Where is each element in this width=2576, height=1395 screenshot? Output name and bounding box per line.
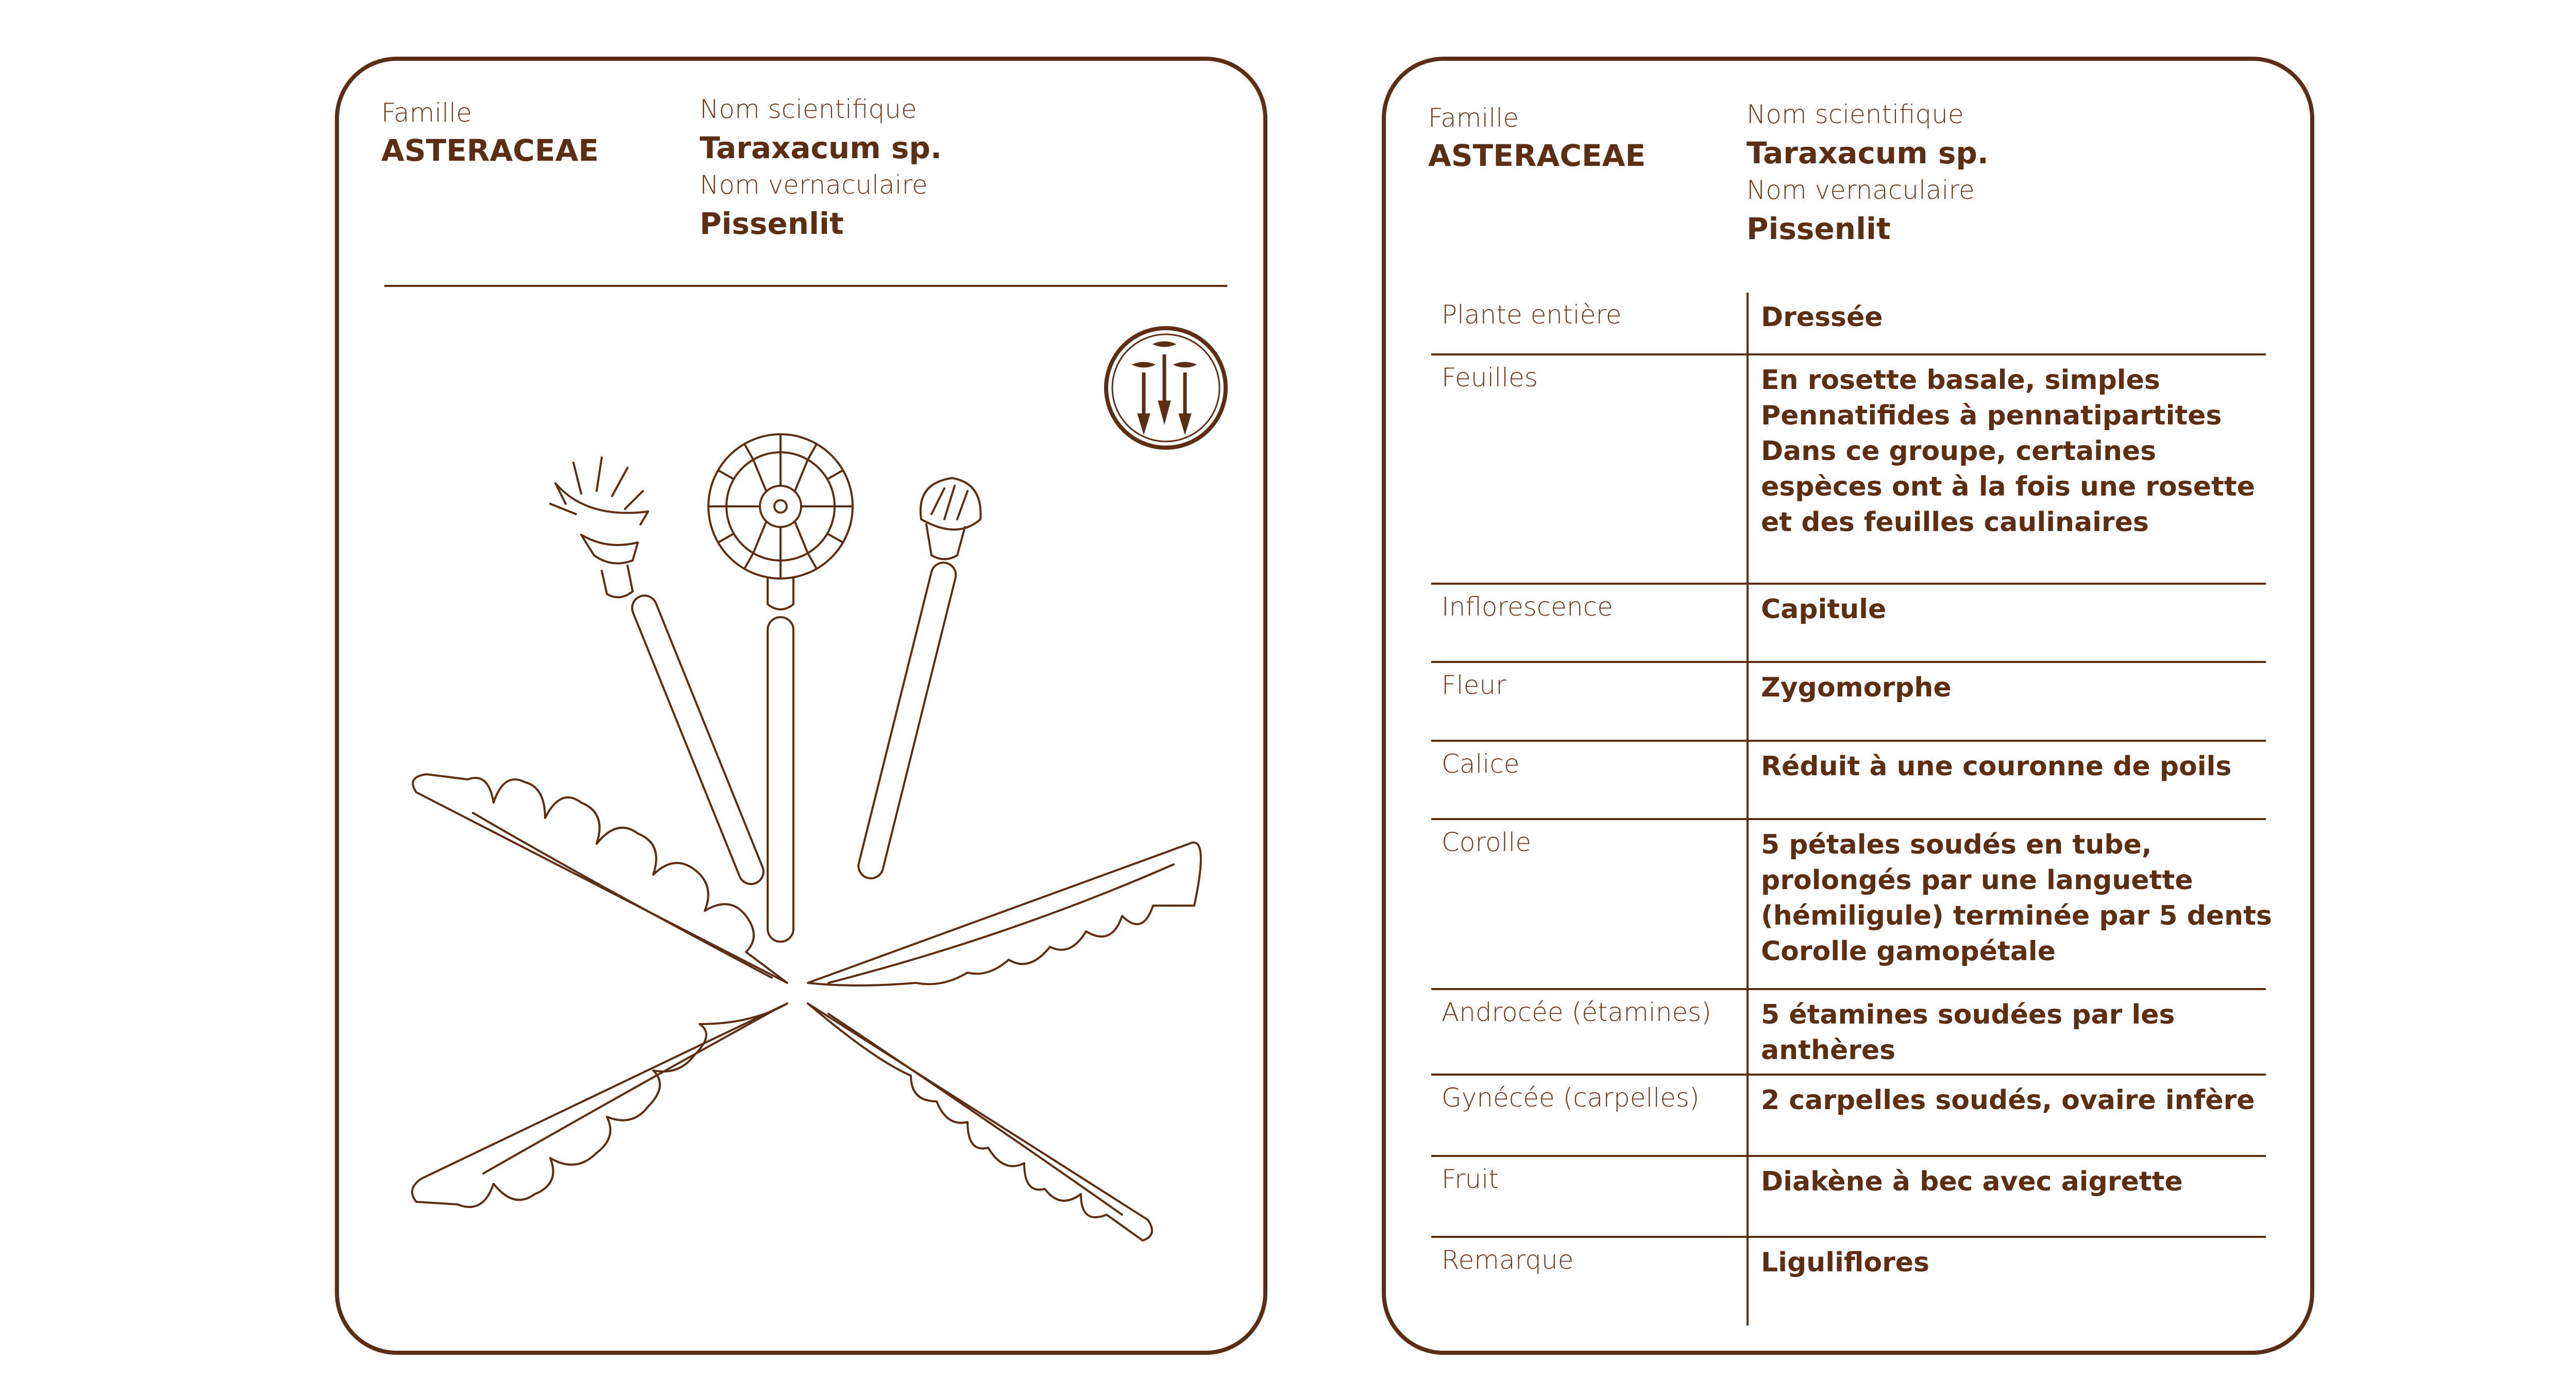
table-row (1431, 990, 2266, 1076)
table-row (1431, 742, 2266, 820)
table-row (1431, 820, 2273, 990)
family-value: ASTERACEAE (381, 133, 599, 168)
row-label: Fleur (1442, 670, 1506, 700)
plant-card-back (1382, 57, 2314, 1355)
table-row (1431, 585, 2266, 663)
vernacular-name-value: Pissenlit (700, 206, 844, 241)
table-row (1431, 355, 2266, 585)
scientific-name-value: Taraxacum sp. (1747, 135, 1989, 171)
plant-card-front (335, 57, 1267, 1355)
row-label: Gynécée (carpelles) (1442, 1083, 1700, 1113)
row-label: Feuilles (1442, 363, 1538, 393)
row-label: Plante entière (1442, 300, 1622, 330)
vernacular-name-value: Pissenlit (1747, 211, 1891, 246)
scientific-name-value: Taraxacum sp. (700, 130, 942, 165)
row-value: En rosette basale, simples Pennatifides à pennatipartites Dans ce groupe, certaines espèces ont à la fois une rosette et des feuilles caulinaires (1761, 365, 2255, 538)
row-label: Fruit (1442, 1164, 1499, 1194)
table-row (1431, 1076, 2266, 1157)
table-row (1431, 1157, 2266, 1238)
row-label: Calice (1442, 749, 1520, 779)
row-value: 5 étamines soudées par les anthères (1761, 999, 2175, 1066)
row-value: Réduit à une couronne de poils (1761, 751, 2232, 782)
row-value: Liguliflores (1761, 1247, 1929, 1278)
row-label: Inflorescence (1442, 592, 1613, 622)
family-label: Famille (381, 98, 472, 128)
scientific-name-label: Nom scientifique (700, 94, 917, 124)
row-value: 2 carpelles soudés, ovaire infère (1761, 1085, 2255, 1116)
table-row (1431, 663, 2266, 742)
row-value: Dressée (1761, 302, 1883, 333)
row-value: Diakène à bec avec aigrette (1761, 1166, 2183, 1197)
table-row (1431, 1238, 2266, 1325)
dandelion-illustration (339, 61, 1272, 1359)
vernacular-name-label: Nom vernaculaire (700, 170, 928, 200)
row-label: Corolle (1442, 827, 1532, 857)
row-value: Zygomorphe (1761, 672, 1952, 703)
vernacular-name-label: Nom vernaculaire (1747, 175, 1975, 205)
row-value: Capitule (1761, 594, 1887, 625)
row-value: 5 pétales soudés en tube, prolongés par une languette (hémiligule) terminée par 5 dents Corolle gamopétale (1761, 829, 2273, 967)
family-label: Famille (1428, 103, 1519, 133)
row-label: Remarque (1442, 1245, 1574, 1275)
family-value: ASTERACEAE (1428, 138, 1646, 173)
row-label: Androcée (étamines) (1442, 997, 1711, 1027)
table-row (1431, 293, 2266, 355)
scientific-name-label: Nom scientifique (1747, 99, 1964, 129)
